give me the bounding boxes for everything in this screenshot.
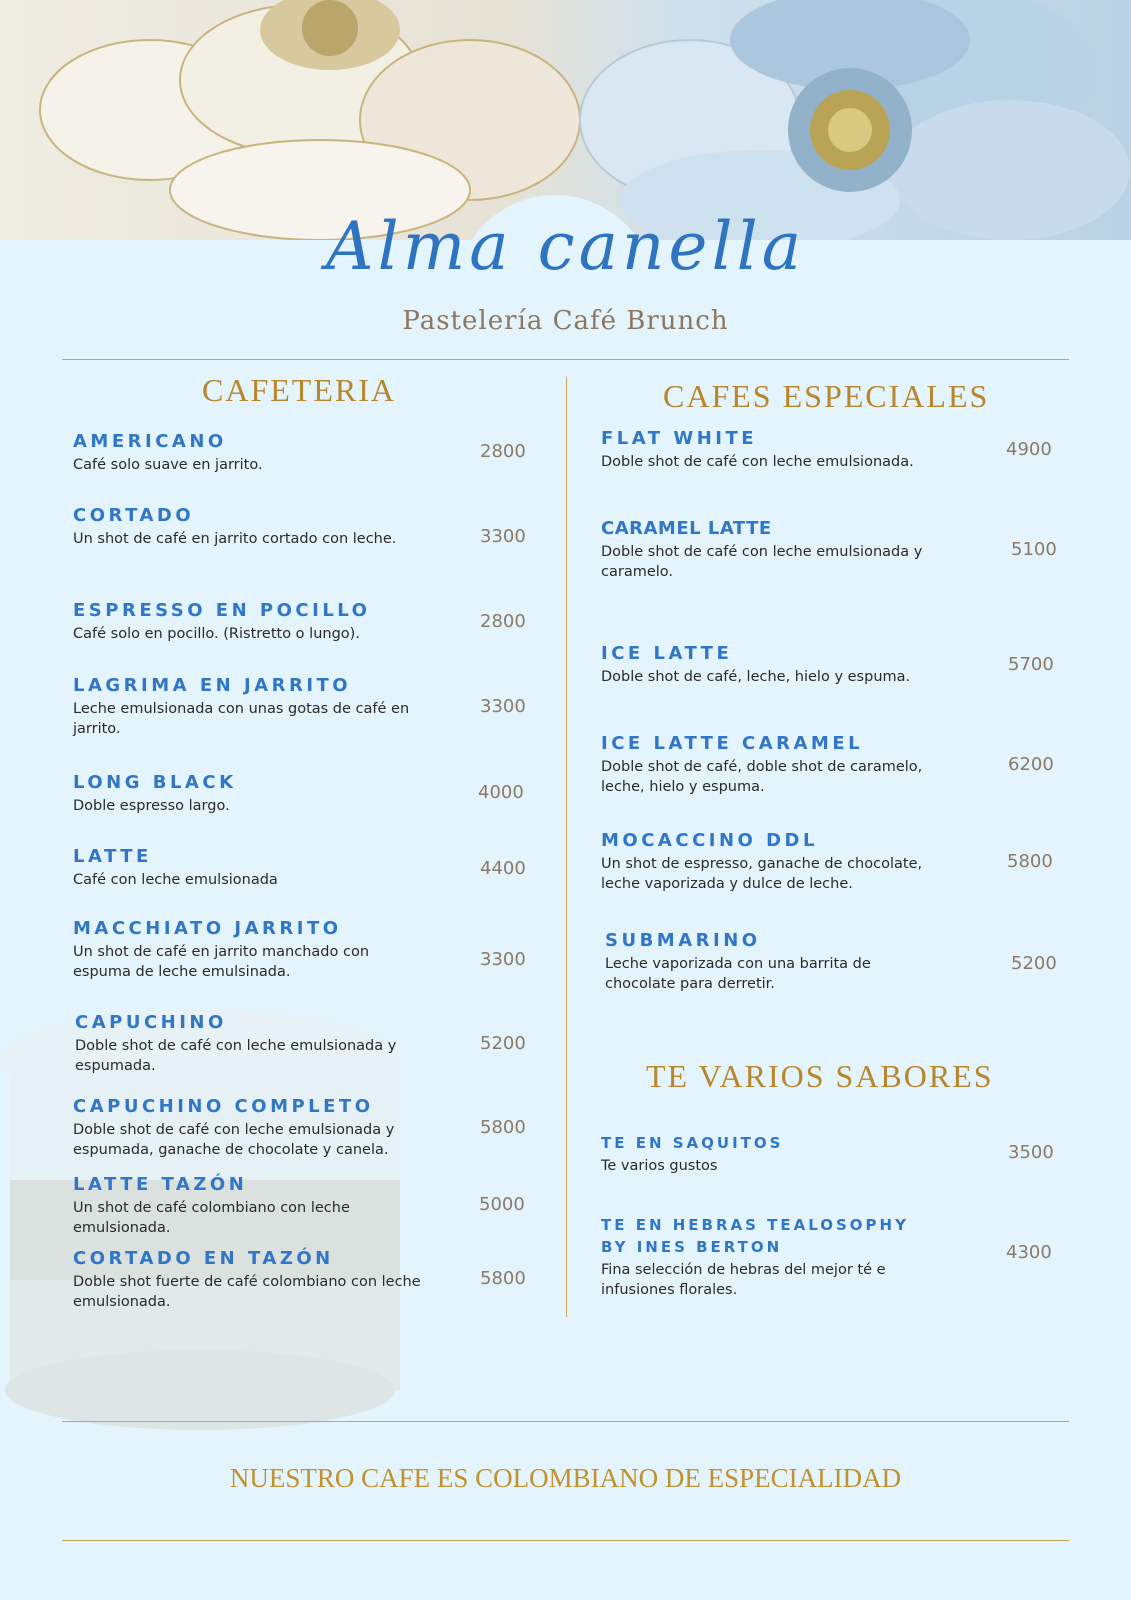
section-title-te-varios-sabores: TE VARIOS SABORES <box>646 1058 994 1094</box>
menu-item <box>601 1214 941 1300</box>
menu-item <box>75 1012 440 1076</box>
menu-item <box>601 643 971 687</box>
menu-item <box>605 930 915 994</box>
item-price: 5200 <box>1011 953 1057 974</box>
header-divider <box>62 359 1069 360</box>
menu-item <box>601 733 961 797</box>
column-divider <box>566 377 567 1317</box>
item-description: Doble shot de café con leche emulsionada y espumada. <box>75 1038 397 1074</box>
menu-item <box>601 830 961 894</box>
item-name: CAPUCHINO COMPLETO <box>73 1096 374 1117</box>
item-name: LATTE TAZÓN <box>73 1174 248 1195</box>
item-description: Café solo en pocillo. (Ristretto o lungo). <box>73 626 360 642</box>
item-price: 5700 <box>1008 654 1054 675</box>
menu-item <box>73 431 433 475</box>
item-price: 5200 <box>480 1033 526 1054</box>
item-description: Leche vaporizada con una barrita de chocolate para derretir. <box>605 956 871 992</box>
item-description: Café con leche emulsionada <box>73 872 278 888</box>
item-name: LAGRIMA EN JARRITO <box>73 675 352 696</box>
item-price: 3300 <box>480 696 526 717</box>
item-price: 4400 <box>480 858 526 879</box>
menu-item <box>601 518 961 582</box>
item-description: Un shot de café colombiano con leche emulsionada. <box>73 1200 350 1236</box>
item-price: 2800 <box>480 441 526 462</box>
item-price: 3300 <box>480 949 526 970</box>
item-description: Doble shot de café con leche emulsionada y caramelo. <box>601 544 923 580</box>
item-name: MOCACCINO DDL <box>601 830 818 851</box>
item-price: 2800 <box>480 611 526 632</box>
item-description: Doble shot fuerte de café colombiano con leche emulsionada. <box>73 1274 421 1310</box>
item-description: Doble shot de café, leche, hielo y espuma. <box>601 669 911 685</box>
item-price: 5800 <box>1007 851 1053 872</box>
item-name: CORTADO EN TAZÓN <box>73 1248 334 1269</box>
menu-item <box>73 505 403 549</box>
item-price: 6200 <box>1008 754 1054 775</box>
item-description: Te varios gustos <box>601 1158 718 1174</box>
item-price: 4300 <box>1006 1242 1052 1263</box>
item-description: Doble shot de café con leche emulsionada. <box>601 454 914 470</box>
item-description: Un shot de espresso, ganache de chocolate, leche vaporizada y dulce de leche. <box>601 856 923 892</box>
item-price: 4000 <box>478 782 524 803</box>
menu-item <box>73 1174 403 1238</box>
item-price: 5000 <box>479 1194 525 1215</box>
item-name: ICE LATTE CARAMEL <box>601 733 864 754</box>
footer-top-divider <box>62 1421 1069 1422</box>
menu-item <box>73 918 413 982</box>
item-price: 5800 <box>480 1268 526 1289</box>
item-name: LONG BLACK <box>73 772 237 793</box>
item-name: FLAT WHITE <box>601 428 758 449</box>
menu-item <box>601 1132 941 1176</box>
brand-logo: Alma canella <box>325 208 806 285</box>
item-price: 3500 <box>1008 1142 1054 1163</box>
item-name: AMERICANO <box>73 431 227 452</box>
item-description: Fina selección de hebras del mejor té e infusiones florales. <box>601 1262 886 1298</box>
section-title-cafes-especiales: CAFES ESPECIALES <box>663 378 990 414</box>
menu-item <box>73 600 443 644</box>
menu-item <box>73 846 433 890</box>
item-name: ICE LATTE <box>601 643 733 664</box>
item-name: CARAMEL LATTE <box>601 518 772 539</box>
item-name: LATTE <box>73 846 152 867</box>
item-description: Un shot de café en jarrito cortado con leche. <box>73 531 397 547</box>
item-name: TE EN HEBRAS TEALOSOPHY BY INES BERTON <box>601 1216 909 1256</box>
item-name: TE EN SAQUITOS <box>601 1134 784 1152</box>
menu-item <box>73 675 423 739</box>
item-price: 3300 <box>480 526 526 547</box>
brand-subtitle: Pastelería Café Brunch <box>402 306 729 336</box>
item-description: Un shot de café en jarrito manchado con espuma de leche emulsinada. <box>73 944 370 980</box>
item-name: MACCHIATO JARRITO <box>73 918 342 939</box>
menu-item <box>73 772 433 816</box>
section-title-cafeteria: CAFETERIA <box>202 372 396 408</box>
item-price: 4900 <box>1006 439 1052 460</box>
item-description: Leche emulsionada con unas gotas de café en jarrito. <box>73 701 410 737</box>
footer-bottom-divider <box>62 1540 1069 1541</box>
menu-item <box>73 1096 448 1160</box>
item-price: 5100 <box>1011 539 1057 560</box>
item-price: 5800 <box>480 1117 526 1138</box>
item-description: Doble shot de café, doble shot de caramelo, leche, hielo y espuma. <box>601 759 923 795</box>
item-name: CORTADO <box>73 505 195 526</box>
footer-tagline: NUESTRO CAFE ES COLOMBIANO DE ESPECIALIDAD <box>229 1463 902 1493</box>
menu-item <box>73 1248 423 1312</box>
item-name: ESPRESSO EN POCILLO <box>73 600 371 621</box>
item-description: Café solo suave en jarrito. <box>73 457 263 473</box>
item-description: Doble espresso largo. <box>73 798 230 814</box>
item-description: Doble shot de café con leche emulsionada y espumada, ganache de chocolate y canela. <box>73 1122 395 1158</box>
item-name: CAPUCHINO <box>75 1012 227 1033</box>
menu-item <box>601 428 971 472</box>
item-name: SUBMARINO <box>605 930 761 951</box>
